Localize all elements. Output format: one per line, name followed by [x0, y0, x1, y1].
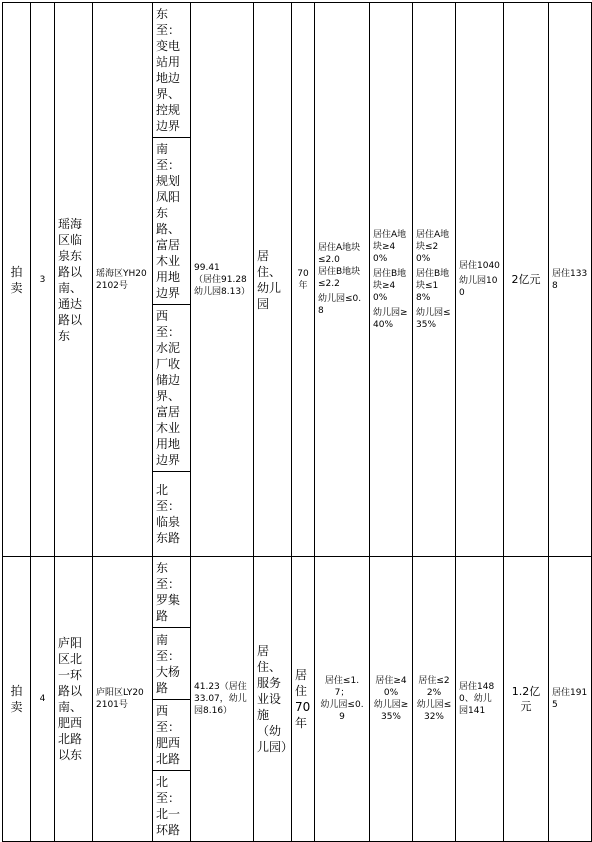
land-term: 70年 [292, 3, 315, 557]
plot-area [191, 557, 254, 842]
plot-area [191, 3, 254, 557]
table-row [3, 3, 592, 138]
density-item: 幼儿园≤32% [416, 700, 452, 722]
green-item: 幼儿园≥35% [373, 700, 409, 722]
far-item: 幼儿园≤0.8 [318, 294, 362, 316]
land-term: 居住70年 [292, 557, 315, 842]
green-item: 幼儿园≥40% [373, 307, 408, 330]
boundary-north: 北至：临泉东路 [153, 472, 191, 557]
transfer-method: 拍卖 [3, 557, 31, 842]
area-total: 41.23 [194, 682, 220, 692]
plot-code: 瑶海区YH202102号 [93, 3, 153, 557]
boundary-south: 南至：规划凤阳东路、富居木业用地边界 [153, 138, 191, 305]
density-item: 居住≤22% [418, 676, 450, 698]
green-item: 居住≥40% [375, 676, 407, 698]
far-item: 居住≤1.7； [324, 676, 360, 698]
boundary-south: 南至：大杨路 [153, 628, 191, 700]
boundary-west: 西至：水泥厂收储边界、富居木业用地边界 [153, 305, 191, 472]
density-item: 居住B地块≤18% [416, 268, 450, 303]
land-use: 居住、服务业设施（幼儿园） [254, 557, 292, 842]
far-item: 居住B地块≤2.2 [318, 267, 361, 289]
land-use: 居住、幼儿园 [254, 3, 292, 557]
boundary-east: 东至：罗集路 [153, 557, 191, 628]
height-item: 居住1480、幼儿园141 [459, 682, 495, 716]
area-detail: （居住91.28 幼儿园8.13） [194, 274, 251, 297]
last-column: 居住1338 [549, 3, 592, 557]
far-item: 幼儿园≤0.9 [320, 700, 364, 722]
row-number: 3 [31, 3, 55, 557]
height-limit [456, 3, 504, 557]
green-ratio [370, 557, 413, 842]
plot-location: 庐阳区北一环路以南、肥西北路以东 [55, 557, 93, 842]
deposit: 2亿元 [504, 3, 549, 557]
plot-code: 庐阳区LY202101号 [93, 557, 153, 842]
plot-location: 瑶海区临泉东路以南、通达路以东 [55, 3, 93, 557]
floor-area-ratio [315, 3, 370, 557]
deposit: 1.2亿元 [504, 557, 549, 842]
last-column: 居住1915 [549, 557, 592, 842]
height-item: 幼儿园100 [459, 276, 498, 298]
boundary-west: 西至：肥西北路 [153, 700, 191, 771]
green-item: 居住B地块≥40% [373, 268, 407, 303]
height-item: 居住1040 [459, 261, 500, 271]
density-item: 幼儿园≤35% [416, 307, 451, 330]
building-density [413, 557, 456, 842]
far-item: 居住A地块≤2.0 [318, 243, 361, 265]
area-total: 99.41 [194, 262, 220, 273]
boundary-east: 东至：变电站用地边界、控规边界 [153, 3, 191, 138]
density-item: 居住A地块≤20% [416, 229, 450, 264]
height-limit [456, 557, 504, 842]
green-ratio [370, 3, 413, 557]
table-row [3, 557, 592, 628]
land-auction-table [2, 2, 592, 842]
row-number: 4 [31, 557, 55, 842]
boundary-north: 北至：北一环路 [153, 771, 191, 842]
area-detail: （居住33.07，幼儿园8.16） [194, 682, 247, 716]
transfer-method: 拍卖 [3, 3, 31, 557]
floor-area-ratio [315, 557, 370, 842]
green-item: 居住A地块≥40% [373, 229, 407, 264]
building-density [413, 3, 456, 557]
